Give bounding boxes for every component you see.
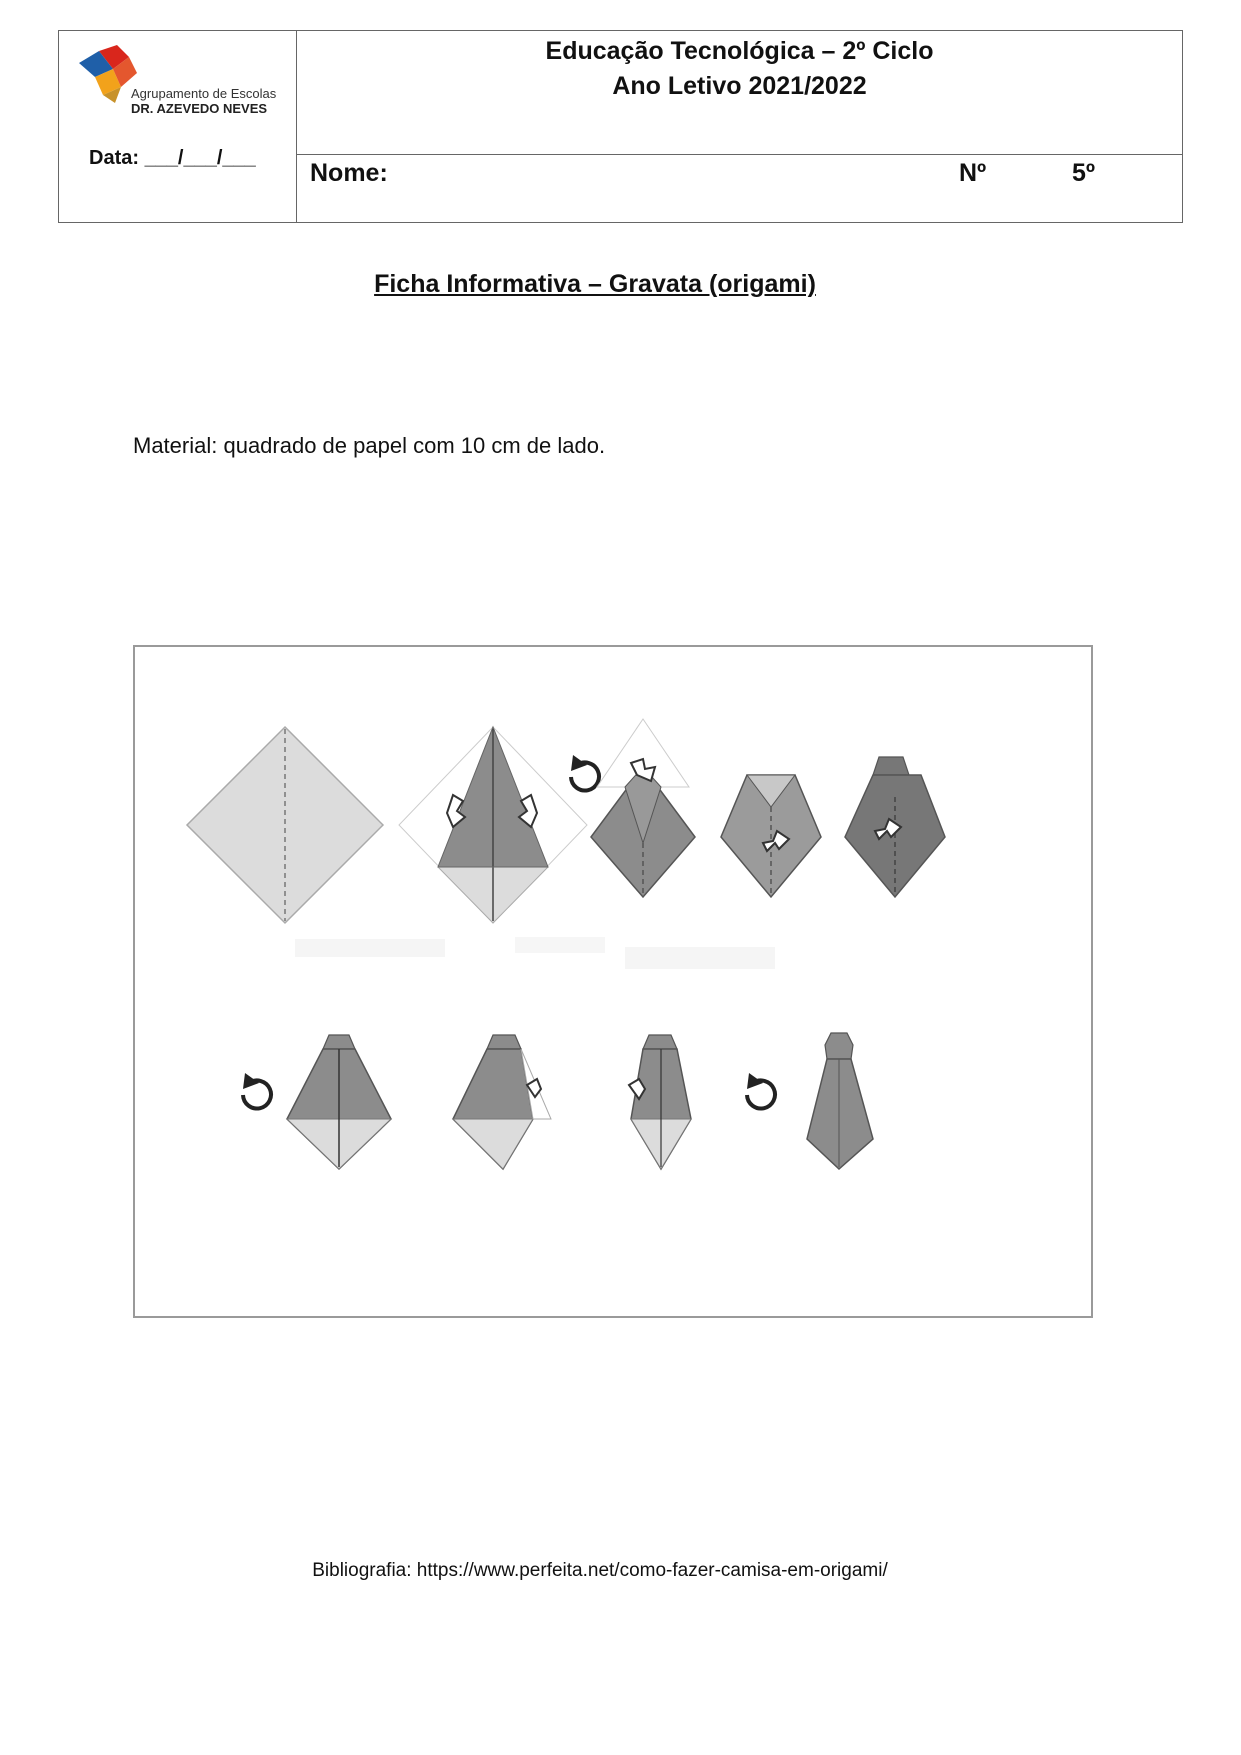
page-title: Ficha Informativa – Gravata (origami) [374,270,816,298]
header-table [58,30,1183,223]
step-9 [807,1033,873,1169]
title-cell [297,31,1182,155]
rotate-icon [747,1073,775,1108]
watermark [295,937,775,969]
step-6 [287,1035,391,1169]
step-3 [591,719,695,897]
rotate-icon [243,1073,271,1108]
logo-text-line1: Agrupamento de Escolas [131,86,277,101]
step-7 [453,1035,551,1169]
number-field[interactable]: Nº [959,159,987,187]
grade-label: 5º [1072,159,1096,187]
logo-text-line2: DR. AZEVEDO NEVES [131,101,268,116]
subject-title: Educação Tecnológica – 2º Ciclo [545,37,934,65]
step-4 [721,775,821,897]
date-field[interactable]: Data: ___/___/___ [89,147,256,169]
step-1 [187,727,383,923]
step-8 [629,1035,691,1169]
rotate-icon [571,755,599,790]
step-2 [399,727,587,923]
material-text: Material: quadrado de papel com 10 cm de lado. [133,433,606,458]
bibliography: Bibliografia: https://www.perfeita.net/como-fazer-camisa-em-origami/ [312,1560,888,1581]
step-5 [845,757,945,897]
origami-diagram [133,645,1093,1318]
logo-cell [59,31,297,222]
name-field[interactable]: Nome: [310,159,388,187]
school-year: Ano Letivo 2021/2022 [612,72,867,100]
